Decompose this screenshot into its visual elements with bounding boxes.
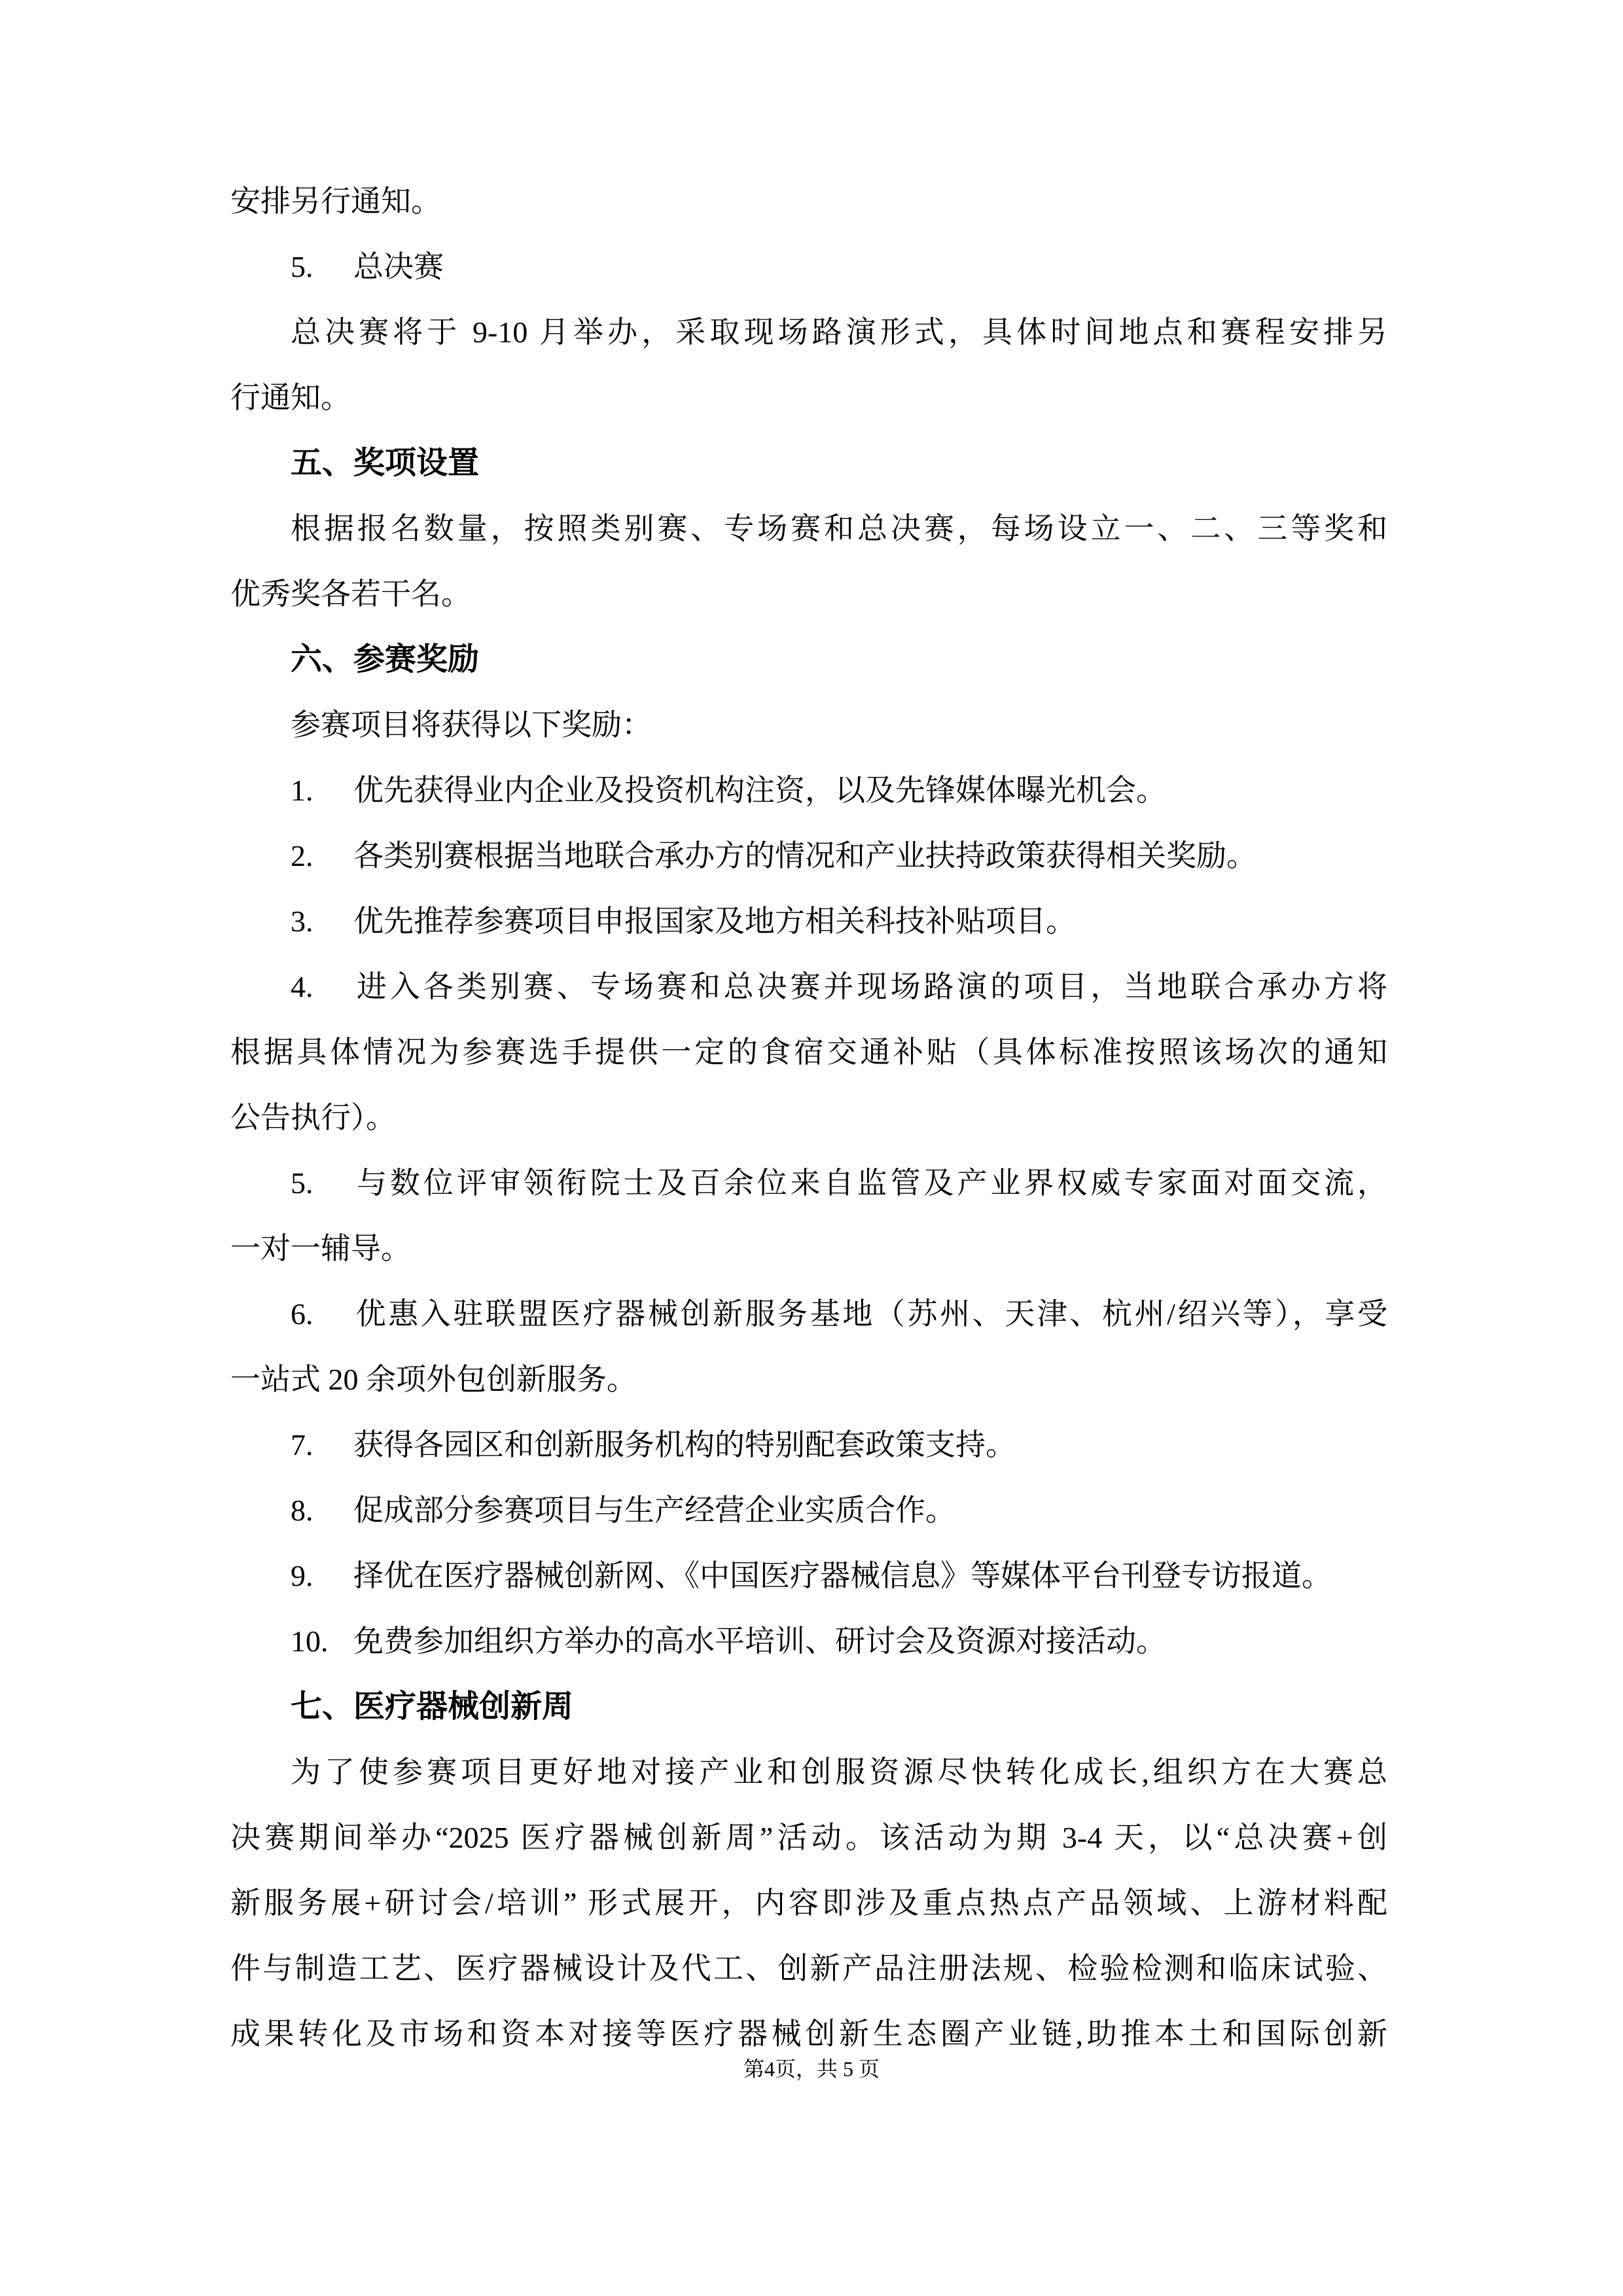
list-item-text: 进入各类别赛、专场赛和总决赛并现场路演的项目，当地联合承办方将 — [353, 970, 1387, 1003]
list-marker: 7. — [291, 1428, 313, 1462]
list-item-text: 优先推荐参赛项目申报国家及地方相关科技补贴项目。 — [353, 905, 1076, 938]
text-line: 优秀奖各若干名。 — [230, 577, 471, 611]
section-heading: 七、医疗器械创新周 — [291, 1689, 574, 1724]
page-footer: 第4页，共 5 页 — [743, 2057, 880, 2081]
text-line: 一对一辅导。 — [230, 1232, 411, 1265]
list-item-text: 总决赛 — [353, 250, 444, 283]
text-line: 根据报名数量，按照类别赛、专场赛和总决赛，每场设立一、二、三等奖和 — [291, 512, 1387, 545]
text-line: 决赛期间举办“2025 医疗器械创新周”活动。该活动为期 3-4 天，以“总决赛+创 — [230, 1821, 1387, 1854]
list-item-text: 免费参加组织方举办的高水平培训、研讨会及资源对接活动。 — [353, 1624, 1166, 1658]
section-heading: 六、参赛奖励 — [291, 642, 480, 677]
list-marker: 8. — [291, 1494, 313, 1527]
text-line: 为了使参赛项目更好地对接产业和创服资源尽快转化成长,组织方在大赛总 — [291, 1755, 1387, 1789]
text-line: 安排另行通知。 — [230, 185, 441, 218]
list-marker: 5. — [291, 250, 313, 283]
list-item-line — [230, 1412, 1387, 1478]
list-item-text: 择优在医疗器械创新网、《中国医疗器械信息》等媒体平台刊登专访报道。 — [353, 1559, 1332, 1592]
list-marker: 2. — [291, 839, 313, 872]
section-heading: 五、奖项设置 — [291, 446, 480, 480]
list-item-line — [230, 823, 1387, 889]
list-item-text: 与数位评审领衔院士及百余位来自监管及产业界权威专家面对面交流， — [353, 1166, 1387, 1200]
list-item-line — [230, 234, 1387, 300]
text-line: 总决赛将于 9-10 月举办，采取现场路演形式，具体时间地点和赛程安排另 — [291, 315, 1387, 349]
list-marker: 5. — [291, 1166, 313, 1200]
list-item-line — [230, 1478, 1387, 1543]
list-item-line — [230, 1543, 1387, 1609]
list-marker: 1. — [291, 774, 313, 807]
text-line: 成果转化及市场和资本对接等医疗器械创新生态圈产业链,助推本土和国际创新 — [230, 2017, 1387, 2051]
list-marker: 6. — [291, 1297, 313, 1331]
list-item-text: 优惠入驻联盟医疗器械创新服务基地（苏州、天津、杭州/绍兴等），享受 — [353, 1297, 1387, 1331]
text-line: 行通知。 — [230, 381, 351, 414]
text-line: 根据具体情况为参赛选手提供一定的食宿交通补贴（具体标准按照该场次的通知 — [230, 1035, 1387, 1069]
list-item-text: 促成部分参赛项目与生产经营企业实质合作。 — [353, 1494, 955, 1527]
list-item-line — [230, 1609, 1387, 1674]
list-marker: 3. — [291, 905, 313, 938]
list-item-line — [230, 889, 1387, 954]
list-item-line — [230, 758, 1387, 823]
list-item-line — [230, 954, 1387, 1020]
list-marker: 9. — [291, 1559, 313, 1592]
text-line: 公告执行）。 — [230, 1101, 396, 1134]
list-item-text: 优先获得业内企业及投资机构注资，以及先锋媒体曝光机会。 — [353, 774, 1166, 807]
list-marker: 10. — [291, 1624, 329, 1658]
document-body — [230, 169, 1387, 2067]
text-line: 件与制造工艺、医疗器械设计及代工、创新产品注册法规、检验检测和临床试验、 — [230, 1952, 1387, 1985]
list-item-line — [230, 1282, 1387, 1347]
list-item-line — [230, 1151, 1387, 1216]
text-line: 参赛项目将获得以下奖励： — [291, 708, 652, 742]
list-marker: 4. — [291, 970, 313, 1003]
text-line: 新服务展+研讨会/培训” 形式展开，内容即涉及重点热点产品领域、上游材料配 — [230, 1886, 1387, 1920]
text-line: 一站式 20 余项外包创新服务。 — [230, 1363, 637, 1396]
list-item-text: 获得各园区和创新服务机构的特别配套政策支持。 — [353, 1428, 1016, 1462]
list-item-text: 各类别赛根据当地联合承办方的情况和产业扶持政策获得相关奖励。 — [353, 839, 1257, 872]
